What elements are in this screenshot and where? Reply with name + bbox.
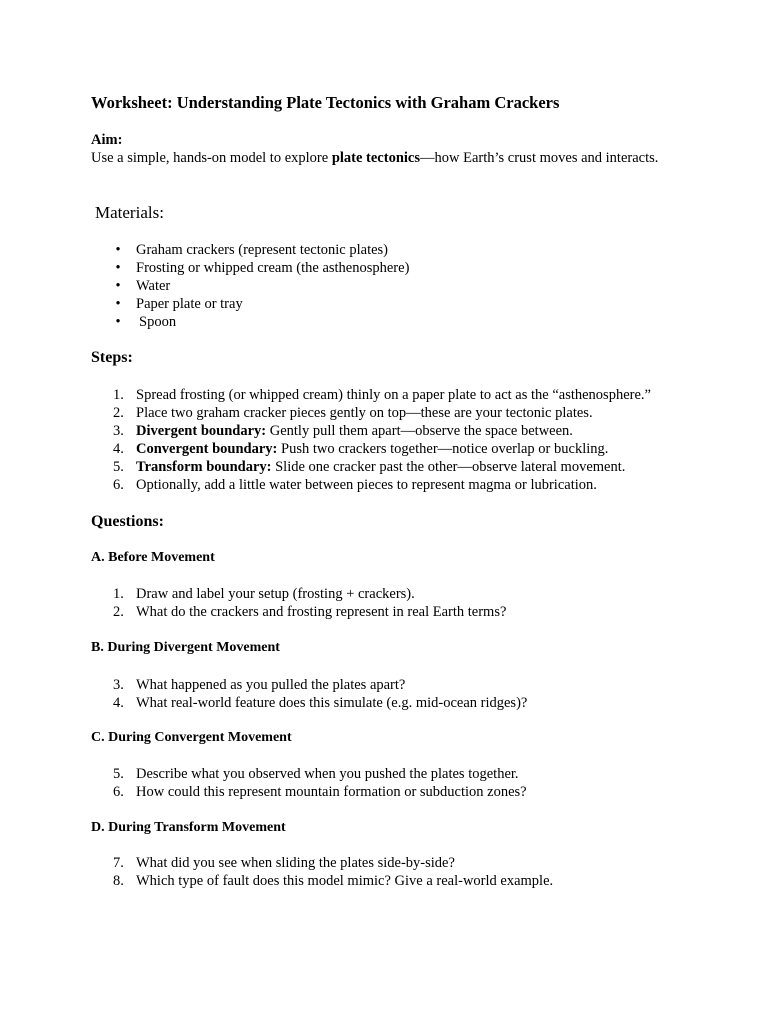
step-item [0, 386, 768, 404]
step-text [136, 458, 625, 476]
step-item [0, 476, 768, 494]
list-item [0, 241, 768, 259]
list-number: 2. [113, 604, 124, 620]
list-number: 4. [113, 441, 124, 457]
list-number: 8. [113, 873, 124, 889]
question-text: What did you see when sliding the plates side-by-side? [136, 855, 455, 871]
bullet-icon [113, 295, 123, 313]
bullet-icon [113, 241, 123, 259]
step-text [136, 440, 608, 458]
step-item [0, 404, 768, 422]
question-item [0, 872, 768, 890]
questions-list-d [0, 854, 768, 890]
question-text: Which type of fault does this model mimic? Give a real-world example. [136, 873, 554, 889]
page-title: Worksheet: Understanding Plate Tectonics with Graham Crackers [91, 93, 560, 112]
question-item [0, 676, 768, 694]
material-text: Paper plate or tray [136, 296, 243, 312]
question-item [0, 854, 768, 872]
section-heading-c: C. During Convergent Movement [91, 730, 292, 745]
questions-list-a [0, 585, 768, 621]
step-detail: Push two crackers together—notice overlap or buckling. [277, 441, 609, 457]
question-item [0, 694, 768, 712]
list-item [0, 295, 768, 313]
materials-list [0, 241, 768, 331]
aim-section [91, 131, 661, 167]
question-text: Draw and label your setup (frosting + crackers). [136, 586, 415, 602]
step-bold-label: Divergent boundary: [136, 423, 267, 439]
step-item [0, 458, 768, 476]
question-item [0, 585, 768, 603]
questions-list-b [0, 676, 768, 712]
list-number: 6. [113, 784, 124, 800]
list-item [0, 313, 768, 331]
aim-heading: Aim: [91, 132, 123, 148]
step-item [0, 422, 768, 440]
material-text: Spoon [139, 314, 177, 330]
question-item [0, 603, 768, 621]
aim-text-after: —how Earth’s crust moves and interacts. [420, 150, 659, 166]
question-text: What real-world feature does this simulate (e.g. mid-ocean ridges)? [136, 695, 528, 711]
step-text: Spread frosting (or whipped cream) thinly on a paper plate to act as the “asthenosphere.” [136, 387, 651, 403]
step-text: Optionally, add a little water between pieces to represent magma or lubrication. [136, 477, 597, 493]
list-item [0, 277, 768, 295]
section-heading-a: A. Before Movement [91, 550, 215, 565]
materials-heading: Materials: [95, 203, 164, 222]
step-text [136, 422, 573, 440]
section-heading-b: B. During Divergent Movement [91, 640, 280, 655]
list-number: 3. [113, 423, 124, 439]
aim-text-before: Use a simple, hands-on model to explore [91, 150, 332, 166]
questions-heading: Questions: [91, 513, 164, 530]
list-number: 7. [113, 855, 124, 871]
step-detail: Slide one cracker past the other—observe lateral movement. [271, 459, 626, 475]
question-item [0, 765, 768, 783]
list-number: 1. [113, 586, 124, 602]
aim-bold-term: plate tectonics [331, 150, 420, 166]
section-heading-d: D. During Transform Movement [91, 820, 286, 835]
list-number: 4. [113, 695, 124, 711]
list-number: 5. [113, 766, 124, 782]
step-text: Place two graham cracker pieces gently on top—these are your tectonic plates. [136, 405, 593, 421]
question-text: Describe what you observed when you pushed the plates together. [136, 766, 519, 782]
question-text: What happened as you pulled the plates apart? [136, 677, 406, 693]
material-text: Water [136, 278, 171, 294]
step-item [0, 440, 768, 458]
list-item [0, 259, 768, 277]
material-text: Frosting or whipped cream (the asthenosphere) [136, 260, 410, 276]
step-bold-label: Convergent boundary: [136, 441, 278, 457]
step-detail: Gently pull them apart—observe the space between. [266, 423, 573, 439]
material-text: Graham crackers (represent tectonic plates) [136, 242, 389, 258]
bullet-icon [113, 277, 123, 295]
list-number: 1. [113, 387, 124, 403]
aim-paragraph [91, 149, 661, 167]
bullet-icon [113, 259, 123, 277]
list-number: 3. [113, 677, 124, 693]
list-number: 6. [113, 477, 124, 493]
questions-list-c [0, 765, 768, 801]
list-number: 5. [113, 459, 124, 475]
steps-list [0, 386, 768, 494]
bullet-icon [113, 313, 123, 331]
steps-heading: Steps: [91, 349, 133, 366]
list-number: 2. [113, 405, 124, 421]
step-bold-label: Transform boundary: [136, 459, 272, 475]
question-item [0, 783, 768, 801]
question-text: How could this represent mountain formation or subduction zones? [136, 784, 527, 800]
question-text: What do the crackers and frosting represent in real Earth terms? [136, 604, 507, 620]
